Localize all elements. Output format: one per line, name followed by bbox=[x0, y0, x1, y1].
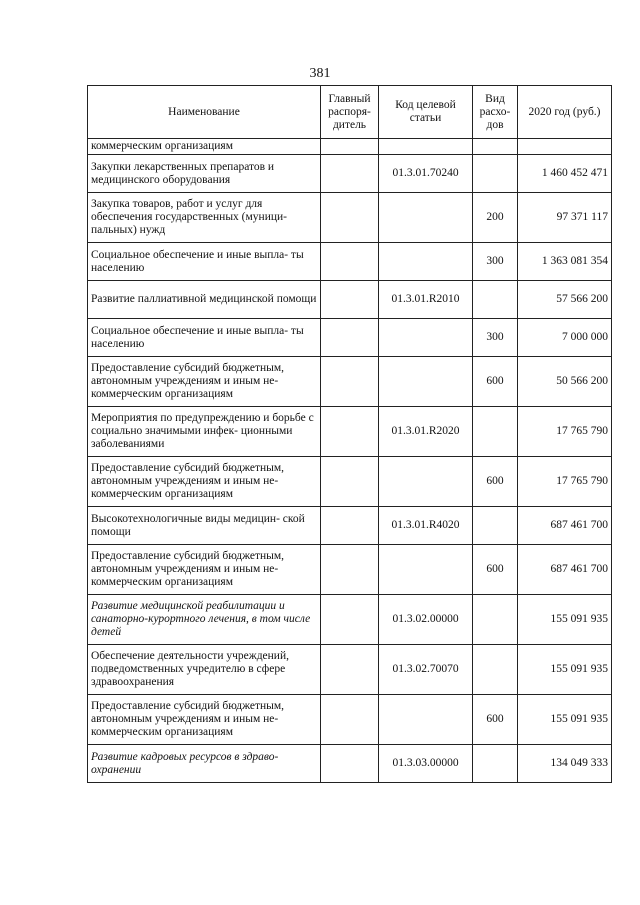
row-type-cell bbox=[473, 407, 518, 457]
row-name-cell: Закупка товаров, работ и услуг для обеспечения государственных (муници- пальных) нужд bbox=[88, 193, 321, 243]
table-row bbox=[88, 695, 612, 745]
row-manager-cell bbox=[321, 595, 379, 645]
table-row bbox=[88, 243, 612, 281]
row-sum-cell: 97 371 117 bbox=[518, 193, 612, 243]
row-type-cell: 600 bbox=[473, 545, 518, 595]
row-manager-cell bbox=[321, 407, 379, 457]
row-manager-cell bbox=[321, 357, 379, 407]
row-sum-cell: 134 049 333 bbox=[518, 745, 612, 783]
table-row bbox=[88, 193, 612, 243]
row-name-cell: Развитие кадровых ресурсов в здраво- охранении bbox=[88, 745, 321, 783]
row-code-cell: 01.3.02.70070 bbox=[379, 645, 473, 695]
row-type-cell: 200 bbox=[473, 193, 518, 243]
table-row bbox=[88, 595, 612, 645]
row-manager-cell bbox=[321, 645, 379, 695]
header-code: Код целевой статьи bbox=[379, 86, 473, 139]
row-type-cell: 600 bbox=[473, 457, 518, 507]
table-row bbox=[88, 319, 612, 357]
row-code-cell: 01.3.03.00000 bbox=[379, 745, 473, 783]
row-code-cell bbox=[379, 139, 473, 155]
row-manager-cell bbox=[321, 457, 379, 507]
row-sum-cell: 17 765 790 bbox=[518, 407, 612, 457]
row-sum-cell: 17 765 790 bbox=[518, 457, 612, 507]
row-manager-cell bbox=[321, 545, 379, 595]
row-code-cell: 01.3.01.70240 bbox=[379, 155, 473, 193]
row-sum-cell: 7 000 000 bbox=[518, 319, 612, 357]
row-name-cell: Высокотехнологичные виды медицин- ской помощи bbox=[88, 507, 321, 545]
row-code-cell bbox=[379, 319, 473, 357]
row-type-cell bbox=[473, 281, 518, 319]
row-name-cell: Социальное обеспечение и иные выпла- ты населению bbox=[88, 319, 321, 357]
row-manager-cell bbox=[321, 155, 379, 193]
row-sum-cell: 155 091 935 bbox=[518, 645, 612, 695]
row-name-cell: Предоставление субсидий бюджетным, автономным учреждениям и иным не- коммерческим организациям bbox=[88, 545, 321, 595]
row-code-cell: 01.3.01.R2010 bbox=[379, 281, 473, 319]
row-sum-cell: 687 461 700 bbox=[518, 545, 612, 595]
row-name-cell: Закупки лекарственных препаратов и медицинского оборудования bbox=[88, 155, 321, 193]
header-sum: 2020 год (руб.) bbox=[518, 86, 612, 139]
row-type-cell: 600 bbox=[473, 695, 518, 745]
row-type-cell bbox=[473, 595, 518, 645]
row-manager-cell bbox=[321, 695, 379, 745]
table-row bbox=[88, 645, 612, 695]
row-code-cell: 01.3.01.R4020 bbox=[379, 507, 473, 545]
row-type-cell: 600 bbox=[473, 357, 518, 407]
header-name: Наименование bbox=[88, 86, 321, 139]
row-type-cell: 300 bbox=[473, 243, 518, 281]
table-row bbox=[88, 407, 612, 457]
row-type-cell bbox=[473, 139, 518, 155]
row-sum-cell: 687 461 700 bbox=[518, 507, 612, 545]
row-name-cell: Мероприятия по предупреждению и борьбе с социально значимыми инфек- ционными заболеваниями bbox=[88, 407, 321, 457]
row-code-cell bbox=[379, 357, 473, 407]
row-sum-cell: 50 566 200 bbox=[518, 357, 612, 407]
row-type-cell bbox=[473, 645, 518, 695]
row-name-cell: Предоставление субсидий бюджетным, автономным учреждениям и иным не- коммерческим организациям bbox=[88, 457, 321, 507]
row-code-cell: 01.3.01.R2020 bbox=[379, 407, 473, 457]
row-name-cell: Предоставление субсидий бюджетным, автономным учреждениям и иным не- коммерческим организациям bbox=[88, 695, 321, 745]
row-sum-cell: 57 566 200 bbox=[518, 281, 612, 319]
table-row bbox=[88, 155, 612, 193]
row-type-cell: 300 bbox=[473, 319, 518, 357]
row-manager-cell bbox=[321, 319, 379, 357]
row-type-cell bbox=[473, 155, 518, 193]
table-row bbox=[88, 139, 612, 155]
row-sum-cell: 155 091 935 bbox=[518, 695, 612, 745]
row-sum-cell: 1 460 452 471 bbox=[518, 155, 612, 193]
table-header-row bbox=[88, 86, 612, 139]
row-sum-cell: 155 091 935 bbox=[518, 595, 612, 645]
table-row bbox=[88, 281, 612, 319]
row-manager-cell bbox=[321, 745, 379, 783]
row-code-cell bbox=[379, 243, 473, 281]
row-name-cell: Развитие паллиативной медицинской помощи bbox=[88, 281, 321, 319]
row-sum-cell: 1 363 081 354 bbox=[518, 243, 612, 281]
row-manager-cell bbox=[321, 507, 379, 545]
row-manager-cell bbox=[321, 243, 379, 281]
row-code-cell bbox=[379, 193, 473, 243]
row-name-cell: Обеспечение деятельности учреждений, подведомственных учредителю в сфере здравоохранения bbox=[88, 645, 321, 695]
budget-table bbox=[87, 85, 612, 783]
table-row bbox=[88, 357, 612, 407]
page-number: 381 bbox=[309, 66, 331, 81]
header-type: Вид расхо- дов bbox=[473, 86, 518, 139]
row-code-cell bbox=[379, 545, 473, 595]
row-type-cell bbox=[473, 507, 518, 545]
row-type-cell bbox=[473, 745, 518, 783]
row-manager-cell bbox=[321, 193, 379, 243]
row-manager-cell bbox=[321, 281, 379, 319]
row-code-cell bbox=[379, 457, 473, 507]
row-name-cell: коммерческим организациям bbox=[88, 139, 321, 155]
row-sum-cell bbox=[518, 139, 612, 155]
table-row bbox=[88, 507, 612, 545]
row-manager-cell bbox=[321, 139, 379, 155]
row-name-cell: Развитие медицинской реабилитации и санаторно-курортного лечения, в том числе детей bbox=[88, 595, 321, 645]
table-row bbox=[88, 745, 612, 783]
header-manager: Главный распоря- дитель bbox=[321, 86, 379, 139]
table-row bbox=[88, 545, 612, 595]
row-code-cell: 01.3.02.00000 bbox=[379, 595, 473, 645]
table-row bbox=[88, 457, 612, 507]
row-name-cell: Социальное обеспечение и иные выпла- ты населению bbox=[88, 243, 321, 281]
row-name-cell: Предоставление субсидий бюджетным, автономным учреждениям и иным не- коммерческим организациям bbox=[88, 357, 321, 407]
row-code-cell bbox=[379, 695, 473, 745]
table-body bbox=[88, 139, 612, 783]
